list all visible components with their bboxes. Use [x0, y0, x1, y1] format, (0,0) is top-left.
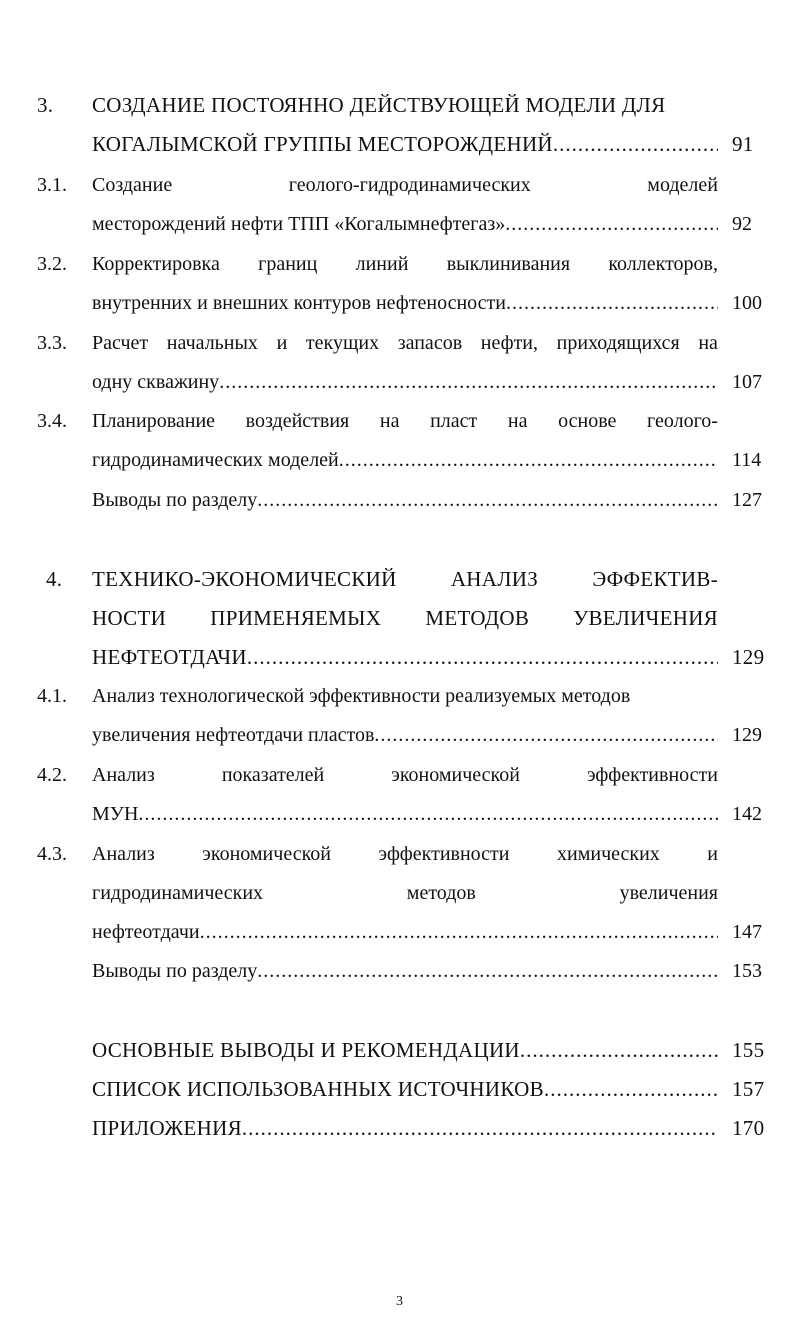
page-ref: 129 [732, 724, 762, 746]
word: эффективности [378, 843, 510, 865]
back-matter-title: ОСНОВНЫЕ ВЫВОДЫ И РЕКОМЕНДАЦИИ [92, 1038, 520, 1062]
leader-line [92, 1109, 718, 1148]
leader-dots [247, 638, 718, 677]
word: воздействия [245, 410, 350, 432]
leader-dots [506, 284, 718, 323]
word: геолого-гидродинамических [288, 174, 531, 196]
leader-line [92, 205, 718, 244]
word: линий [355, 253, 409, 275]
page-ref: 147 [732, 921, 762, 943]
item-title-line: одну скважину [92, 371, 220, 393]
leader-line [92, 638, 718, 677]
word: геолого- [647, 410, 718, 432]
word: Расчет [92, 332, 149, 354]
word: Анализ [92, 764, 155, 786]
word: гидродинамических [92, 882, 264, 904]
item-title-line [92, 756, 718, 795]
word: нефти, [480, 332, 539, 354]
word: Планирование [92, 410, 216, 432]
word: на [507, 410, 528, 432]
page-ref: 153 [732, 960, 762, 982]
page-number: 3 [396, 1294, 403, 1309]
leader-dots [520, 1031, 718, 1070]
section-title-line: НЕФТЕОТДАЧИ [92, 645, 247, 669]
leader-dots [200, 913, 718, 952]
leader-dots [242, 1109, 718, 1148]
word: границ [258, 253, 318, 275]
item-number: 4.2. [37, 764, 67, 786]
word: методов [406, 882, 476, 904]
word: МЕТОДОВ [425, 606, 530, 630]
item-number: 3.4. [37, 410, 67, 432]
word: НОСТИ [92, 606, 167, 630]
word: химических [557, 843, 660, 865]
item-title-line [92, 402, 718, 441]
word: АНАЛИЗ [450, 567, 539, 591]
section-number: 3. [37, 93, 54, 117]
leader-dots [219, 363, 718, 402]
page-ref: 100 [732, 292, 762, 314]
word: на [698, 332, 718, 354]
back-matter-title: ПРИЛОЖЕНИЯ [92, 1116, 242, 1140]
word: ПРИМЕНЯЕМЫХ [210, 606, 382, 630]
leader-line [92, 1070, 718, 1109]
word: текущих [305, 332, 380, 354]
item-title-line: МУН [92, 803, 139, 825]
word: запасов [397, 332, 463, 354]
leader-line [92, 363, 718, 402]
item-title-line [92, 324, 718, 363]
leader-dots [505, 205, 718, 244]
page-ref: 91 [732, 132, 754, 156]
page-ref: 155 [732, 1038, 765, 1062]
word: и [707, 843, 718, 865]
word: Анализ [92, 843, 155, 865]
item-title-line: гидродинамических моделей [92, 449, 339, 471]
section-title-line [92, 599, 718, 638]
word: УВЕЛИЧЕНИЯ [573, 606, 718, 630]
leader-line [92, 481, 718, 520]
leader-line [92, 1031, 718, 1070]
word: эффективности [586, 764, 718, 786]
section-title-line: СОЗДАНИЕ ПОСТОЯННО ДЕЙСТВУЮЩЕЙ МОДЕЛИ ДЛЯ [92, 93, 666, 117]
section-title-line: КОГАЛЫМСКОЙ ГРУППЫ МЕСТОРОЖДЕНИЙ [92, 132, 553, 156]
item-number: 4.3. [37, 843, 67, 865]
leader-line [92, 952, 718, 991]
item-number: 3.1. [37, 174, 67, 196]
word: Создание [92, 174, 173, 196]
leader-line [92, 913, 718, 952]
item-title-line: нефтеотдачи [92, 921, 200, 943]
item-title-line [92, 166, 718, 205]
word: моделей [647, 174, 718, 196]
word: экономической [391, 764, 520, 786]
word: на [379, 410, 400, 432]
leader-dots [544, 1070, 718, 1109]
word: показателей [221, 764, 325, 786]
item-title-line [92, 874, 718, 913]
leader-line [92, 125, 718, 164]
page-ref: 114 [732, 449, 762, 471]
word: ЭФФЕКТИВ- [592, 567, 718, 591]
word: увеличения [619, 882, 718, 904]
section-title-line [92, 560, 718, 599]
leader-dots [257, 481, 718, 520]
word: экономической [202, 843, 331, 865]
leader-dots [339, 441, 718, 480]
item-title-line: Анализ технологической эффективности реализуемых методов [92, 685, 631, 707]
item-title-line [92, 835, 718, 874]
word: коллекторов, [608, 253, 718, 275]
word: ТЕХНИКО-ЭКОНОМИЧЕСКИЙ [92, 567, 397, 591]
item-number: 3.2. [37, 253, 67, 275]
leader-dots [553, 125, 718, 164]
leader-dots [138, 795, 718, 834]
item-number: 3.3. [37, 332, 67, 354]
leader-dots [374, 716, 718, 755]
leader-line [92, 441, 718, 480]
leader-line [92, 284, 718, 323]
page-ref: 129 [732, 645, 765, 669]
page-ref: 127 [732, 489, 762, 511]
leader-line [92, 795, 718, 834]
conclusions-title: Выводы по разделу [92, 489, 258, 511]
item-title-line: внутренних и внешних контуров нефтеносности [92, 292, 506, 314]
page-ref: 107 [732, 371, 762, 393]
leader-line [92, 716, 718, 755]
item-title-line [92, 245, 718, 284]
word: начальных [166, 332, 258, 354]
word: Корректировка [92, 253, 220, 275]
page-ref: 92 [732, 213, 752, 235]
back-matter-title: СПИСОК ИСПОЛЬЗОВАННЫХ ИСТОЧНИКОВ [92, 1077, 544, 1101]
word: приходящихся [556, 332, 680, 354]
page-ref: 157 [732, 1077, 765, 1101]
item-title-line: увеличения нефтеотдачи пластов [92, 724, 375, 746]
leader-dots [257, 952, 718, 991]
conclusions-title: Выводы по разделу [92, 960, 258, 982]
item-title-line: месторождений нефти ТПП «Когалымнефтегаз» [92, 213, 506, 235]
word: основе [558, 410, 617, 432]
word: пласт [430, 410, 478, 432]
page-ref: 170 [732, 1116, 765, 1140]
word: выклинивания [446, 253, 571, 275]
word: и [276, 332, 288, 354]
page-ref: 142 [732, 803, 762, 825]
section-number: 4. [46, 567, 63, 591]
item-number: 4.1. [37, 685, 67, 707]
